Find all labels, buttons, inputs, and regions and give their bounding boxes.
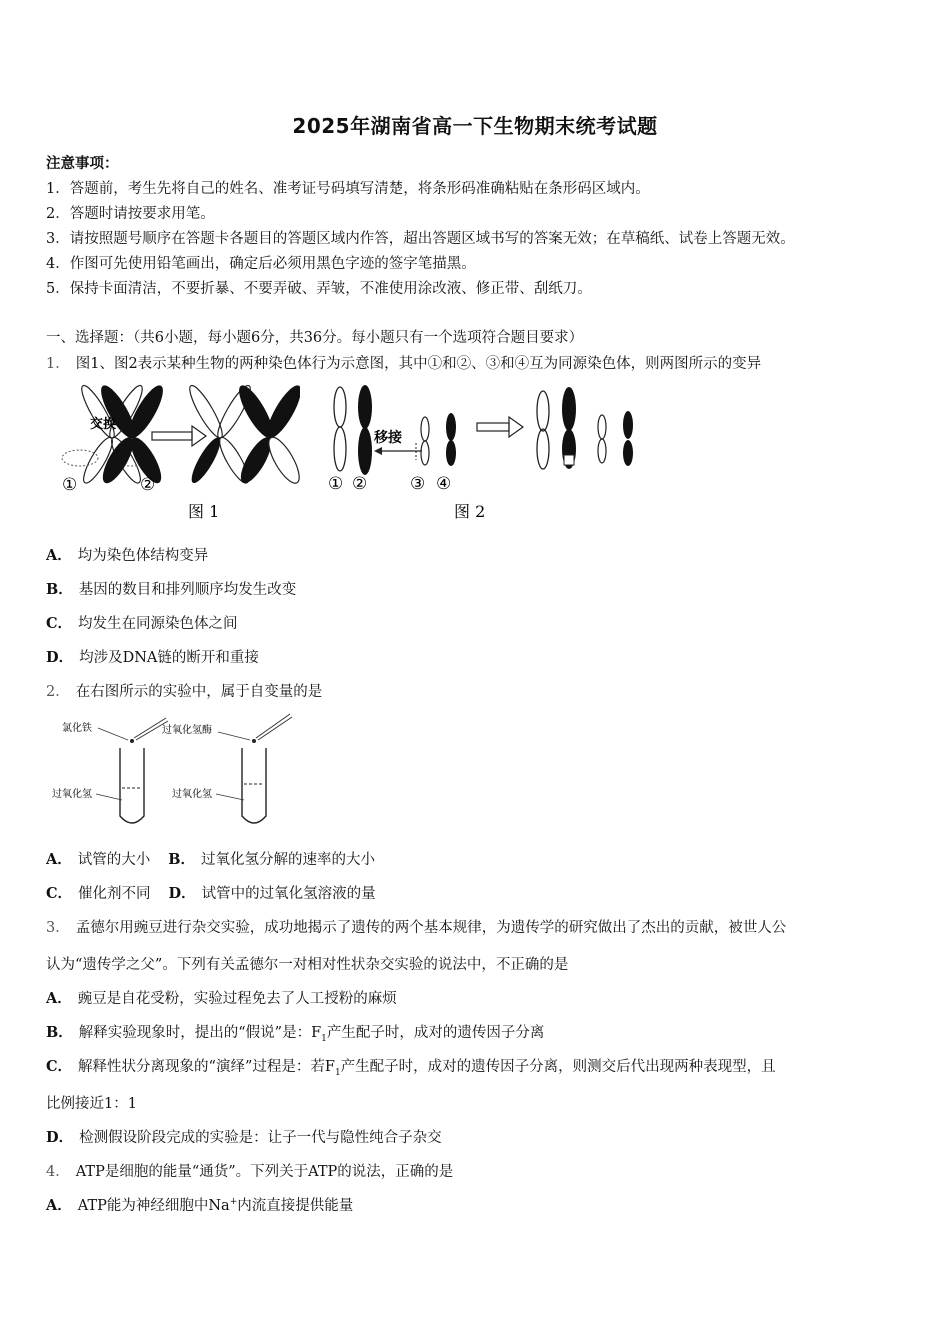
notice-item: 2．答题时请按要求用笔。 (46, 206, 215, 222)
label-ferric-chloride: 氯化铁 (62, 723, 92, 734)
option-a (46, 544, 208, 565)
option-text: 催化剂不同 (78, 886, 151, 902)
option-b (46, 578, 296, 599)
option-letter: A． (46, 1197, 72, 1214)
option-text: 过氧化氢分解的速率的大小 (201, 852, 376, 868)
option-text-pre: 解释性状分离现象的“演绎”过程是：若F (78, 1059, 335, 1075)
option-text: 豌豆是自花受粉，实验过程免去了人工授粉的麻烦 (77, 991, 397, 1007)
option-text-post: 产生配子时，成对的遗传因子分离，则测交后代出现两种表现型，且 (340, 1059, 776, 1075)
section-heading: 一、选择题：（共6小题，每小题6分，共36分。每小题只有一个选项符合题目要求） (46, 330, 584, 346)
question-2 (46, 680, 322, 701)
option-c-cont: 比例接近1：1 (46, 1096, 137, 1112)
question-number: 3． (46, 920, 70, 936)
notice-heading: 注意事项： (46, 155, 119, 172)
question-stem: 图1、图2表示某种生物的两种染色体行为示意图，其中①和②、③和④互为同源染色体，则两图所示的变异 (75, 356, 762, 372)
option-letter: B． (46, 581, 73, 598)
question-number: 1． (46, 356, 70, 372)
subscript: 1 (321, 1033, 327, 1044)
arrow-icon (477, 417, 523, 437)
label-circle-4: ④ (436, 474, 452, 494)
option-letter: D． (46, 1129, 74, 1146)
notice-item: 3．请按照题号顺序在答题卡各题目的答题区域内作答，超出答题区域书写的答案无效；在草稿纸、试卷上答题无效。 (46, 231, 795, 247)
option-b (46, 1021, 544, 1044)
option-text-pre: ATP能为神经细胞中Na (77, 1198, 230, 1214)
question-number: 4． (46, 1164, 70, 1180)
question-stem: ATP是细胞的能量“通货”。下列关于ATP的说法，正确的是 (75, 1164, 454, 1180)
option-text: 均发生在同源染色体之间 (78, 616, 238, 632)
option-letter: A． (46, 851, 72, 868)
chromosome-1-2 (334, 385, 372, 475)
option-text: 基因的数目和排列顺序均发生改变 (78, 582, 297, 598)
subscript: 1 (334, 1067, 341, 1078)
label-h2o2-right: 过氧化氢 (172, 789, 212, 800)
option-text-pre: 解释实验现象时，提出的“假说”是：F (78, 1025, 322, 1041)
figure-1-crossover (50, 380, 300, 525)
option-c (46, 1055, 776, 1078)
swap-label: 交换 (90, 417, 117, 432)
chromosomes-after (537, 387, 633, 469)
label-h2o2-left: 过氧化氢 (52, 789, 92, 800)
question-1 (46, 352, 761, 373)
figure-2-label: 图 2 (454, 502, 486, 521)
page-title: 2025年湖南省高一下生物期末统考试题 (292, 114, 658, 138)
option-letter: C． (46, 615, 73, 632)
label-circle-3: ③ (410, 474, 426, 494)
question-4 (46, 1160, 453, 1181)
option-text: 均涉及DNA链的断开和重接 (79, 650, 259, 666)
option-letter: A． (46, 547, 72, 564)
option-text: 均为染色体结构变异 (77, 548, 209, 564)
option-letter: B． (168, 851, 196, 868)
option-c (46, 612, 238, 633)
option-letter: D． (168, 885, 196, 902)
arrow-icon (152, 426, 206, 446)
option-row-ab (46, 848, 375, 869)
question-3-cont: 认为“遗传学之父”。下列有关孟德尔一对相对性状杂交实验的说法中，不正确的是 (46, 957, 569, 973)
option-d (46, 1126, 442, 1147)
move-label: 移接 (374, 430, 402, 446)
superscript: + (229, 1197, 238, 1208)
question-stem: 孟德尔用豌豆进行杂交实验，成功地揭示了遗传的两个基本规律，为遗传学的研究做出了杰出的贡献，被世人公 (75, 920, 787, 936)
option-letter: D． (46, 649, 74, 666)
label-circle-2: ② (352, 474, 368, 494)
notice-item: 1．答题前，考生先将自己的姓名、准考证号码填写清楚，将条形码准确粘贴在条形码区域内。 (46, 181, 650, 197)
option-letter: A． (46, 990, 72, 1007)
label-catalase: 过氧化氢酶 (162, 725, 212, 736)
chromosome-3-4 (421, 413, 456, 466)
question-stem: 在右图所示的实验中，属于自变量的是 (75, 684, 323, 700)
label-circle-1: ① (62, 475, 78, 495)
figure-test-tubes (50, 708, 300, 834)
notice-item: 4．作图可先使用铅笔画出，确定后必须用黑色字迹的签字笔描黑。 (46, 256, 476, 272)
option-letter: B． (46, 1024, 73, 1041)
option-text: 试管中的过氧化氢溶液的量 (201, 886, 376, 902)
chromosome-pair-after (185, 381, 300, 487)
question-number: 2． (46, 684, 70, 700)
option-text: 检测假设阶段完成的实验是：让子一代与隐性纯合子杂交 (79, 1130, 442, 1146)
label-circle-1: ① (328, 474, 344, 494)
question-3 (46, 916, 786, 937)
label-circle-2: ② (140, 475, 156, 495)
option-row-cd (46, 882, 376, 903)
option-text-post: 产生配子时，成对的遗传因子分离 (326, 1025, 545, 1041)
option-text-post: 内流直接提供能量 (237, 1198, 354, 1214)
option-d (46, 646, 259, 667)
chromosome-pair-before (62, 381, 169, 487)
notice-item: 5．保持卡面清洁，不要折暴、不要弄破、弄皱，不准使用涂改液、修正带、刮纸刀。 (46, 281, 592, 297)
option-a (46, 987, 397, 1008)
option-letter: C． (46, 885, 73, 902)
figure-2-translocation (322, 385, 652, 525)
option-letter: C． (46, 1058, 73, 1075)
figure-1-label: 图 1 (188, 502, 220, 521)
option-a (46, 1194, 353, 1215)
option-text: 试管的大小 (77, 852, 151, 868)
